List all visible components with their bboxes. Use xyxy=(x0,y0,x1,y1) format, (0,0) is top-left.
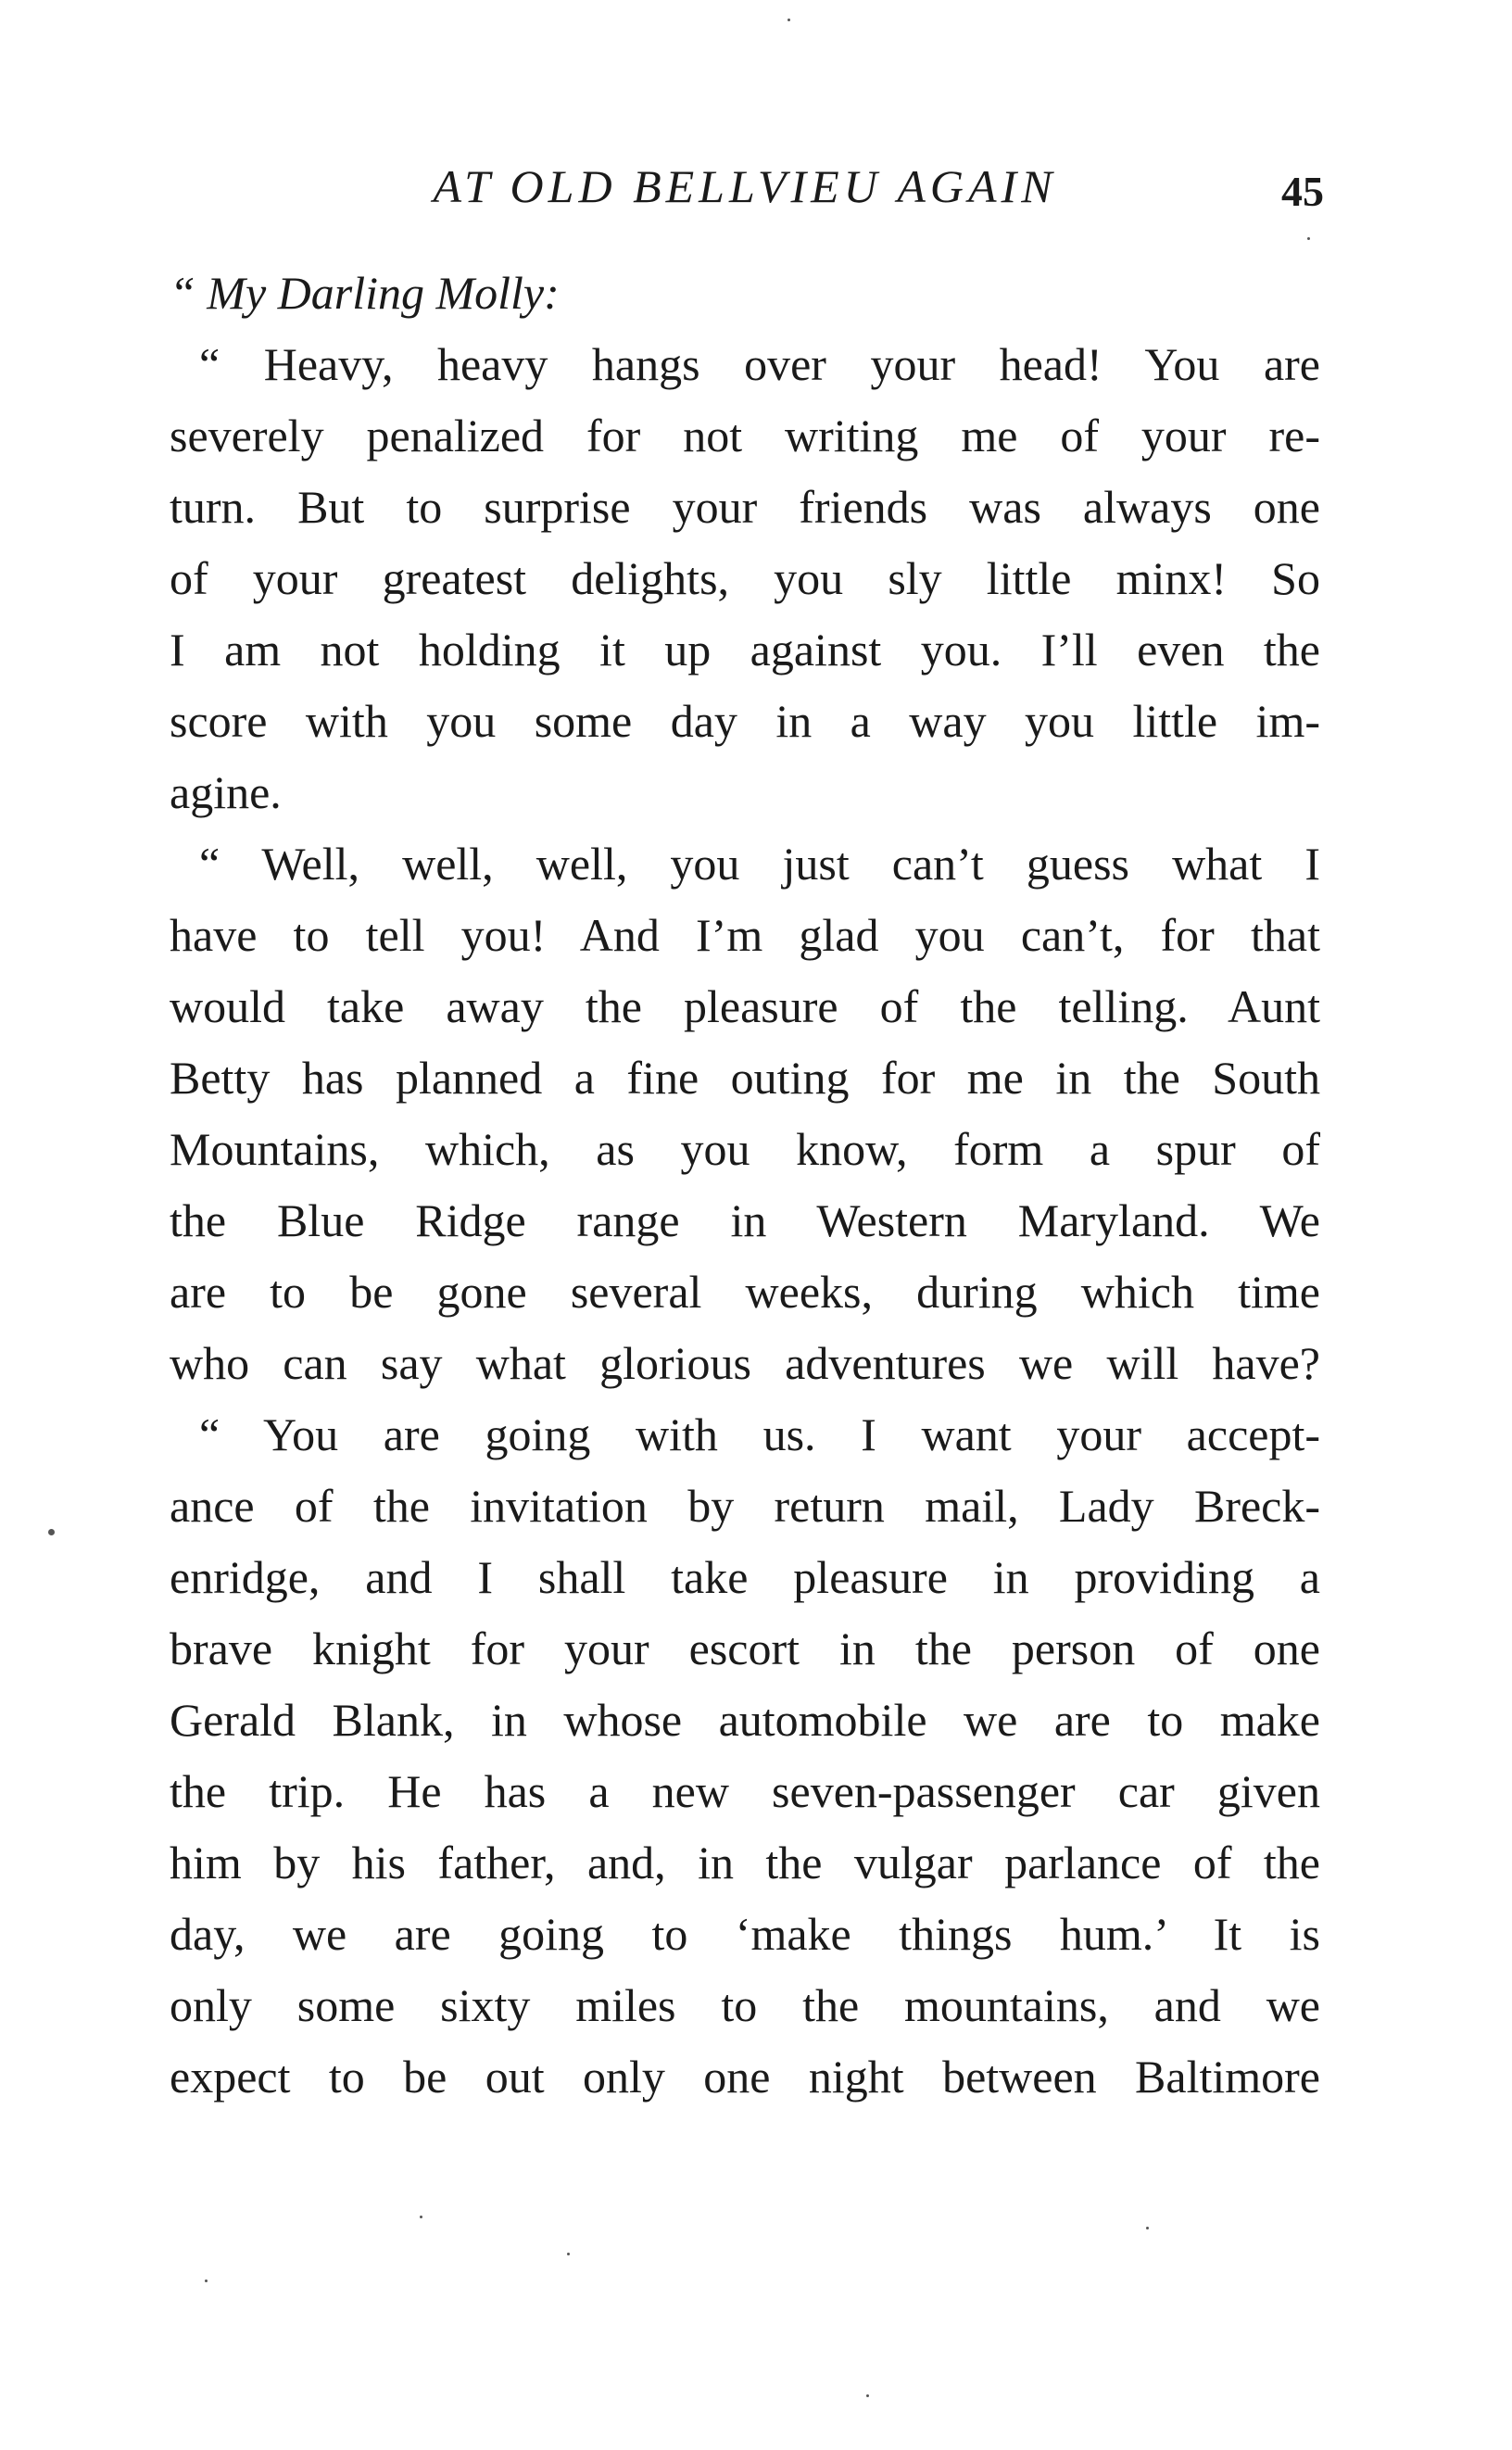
scan-speck xyxy=(48,1529,55,1535)
text-line: would take away the pleasure of the telling. Aunt xyxy=(170,980,1320,1032)
scan-speck xyxy=(1307,237,1310,240)
text-line: day, we are going to ‘make things hum.’ It is xyxy=(170,1908,1320,1960)
scan-speck xyxy=(1146,2227,1149,2229)
text-line: expect to be out only one night between Baltimore xyxy=(170,2051,1320,2103)
text-line: of your greatest delights, you sly little minx! So xyxy=(170,552,1320,604)
text-line: are to be gone several weeks, during which time xyxy=(170,1266,1320,1318)
text-line: the trip. He has a new seven-passenger car given xyxy=(170,1765,1320,1817)
text-line: the Blue Ridge range in Western Maryland. We xyxy=(170,1194,1320,1246)
text-line: “ Well, well, well, you just can’t guess what I xyxy=(199,838,1320,890)
scan-speck xyxy=(420,2216,422,2218)
text-line: Betty has planned a fine outing for me in the South xyxy=(170,1052,1320,1104)
text-line: turn. But to surprise your friends was always one xyxy=(170,481,1320,533)
text-line: Gerald Blank, in whose automobile we are to make xyxy=(170,1694,1320,1746)
scan-speck xyxy=(788,19,790,21)
text-line: brave knight for your escort in the person of one xyxy=(170,1623,1320,1674)
text-line: Mountains, which, as you know, form a spur of xyxy=(170,1123,1320,1175)
text-line: only some sixty miles to the mountains, and we xyxy=(170,1979,1320,2031)
text-line: “ Heavy, heavy hangs over your head! You are xyxy=(199,338,1320,390)
text-line: score with you some day in a way you little im- xyxy=(170,695,1320,747)
page-number: 45 xyxy=(1281,168,1324,215)
salutation-line: “ My Darling Molly: xyxy=(170,267,560,319)
letter-text xyxy=(170,258,1320,2113)
text-line: agine. xyxy=(170,766,282,818)
text-line: who can say what glorious adventures we will have? xyxy=(170,1337,1320,1389)
text-line: him by his father, and, in the vulgar parlance of the xyxy=(170,1837,1320,1888)
text-line: enridge, and I shall take pleasure in providing a xyxy=(170,1551,1320,1603)
text-line: ance of the invitation by return mail, Lady Breck- xyxy=(170,1480,1320,1532)
text-line: severely penalized for not writing me of your re- xyxy=(170,410,1320,461)
scan-speck xyxy=(205,2280,208,2282)
text-line: “ You are going with us. I want your accept- xyxy=(199,1408,1320,1460)
scan-speck xyxy=(567,2253,570,2255)
text-line: I am not holding it up against you. I’ll even the xyxy=(170,624,1320,676)
scan-speck xyxy=(866,2394,869,2397)
running-title: AT OLD BELLVIEU AGAIN xyxy=(433,160,1057,212)
text-line: have to tell you! And I’m glad you can’t, for that xyxy=(170,909,1320,961)
running-head xyxy=(170,154,1324,219)
